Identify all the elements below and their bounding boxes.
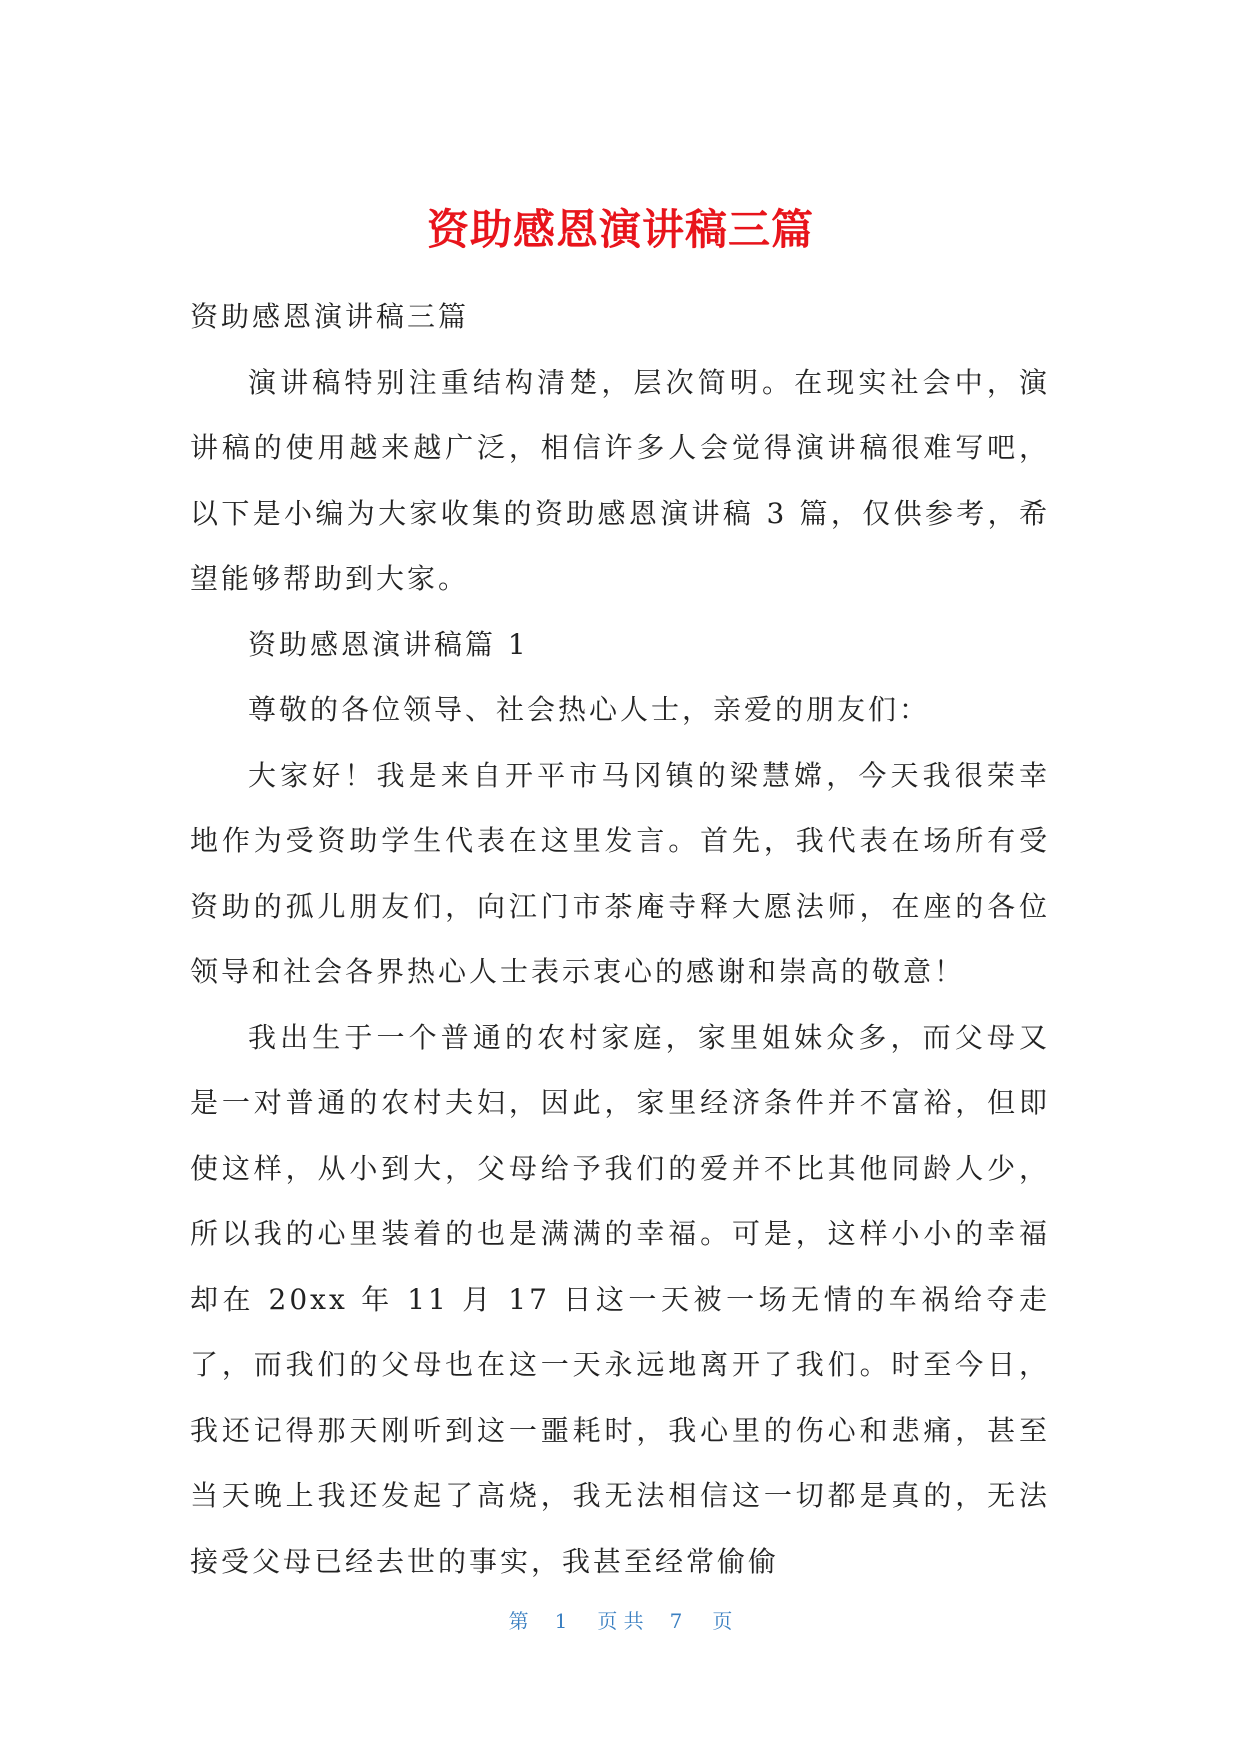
footer-prefix: 第 [508,1609,529,1633]
paragraph-intro: 演讲稿特别注重结构清楚，层次简明。在现实社会中，演讲稿的使用越来越广泛，相信许多人会觉得演讲稿很难写吧，以下是小编为大家收集的资助感恩演讲稿 3 篇，仅供参考，希望能够帮助到大家。 [190,365,1050,595]
paragraph-subtitle: 资助感恩演讲稿三篇 [190,300,470,333]
document-body [190,284,1050,1594]
document-title: 资助感恩演讲稿三篇 [426,205,814,254]
footer-current-page: 1 [554,1609,568,1633]
paragraph-story: 我出生于一个普通的农村家庭，家里姐妹众多，而父母又是一对普通的农村夫妇，因此，家里经济条件并不富裕，但即使这样，从小到大，父母给予我们的爱并不比其他同龄人少，所以我的心里装着的也是满满的幸福。可是，这样小小的幸福却在 20xx 年 11 月 17 日这一天被一场无情的车祸给夺走了，而我们的父母也在这一天永远地离开了我们。时至今日，我还记得那天刚听到这一噩耗时，我心里的伤心和悲痛，甚至当天晚上我还发起了高烧，我无法相信这一切都是真的，无法接受父母已经去世的事实，我甚至经常偷偷 [190,1020,1050,1578]
paragraph-greeting: 大家好！我是来自开平市马冈镇的梁慧嫦，今天我很荣幸地作为受资助学生代表在这里发言。首先，我代表在场所有受资助的孤儿朋友们，向江门市茶庵寺释大愿法师，在座的各位领导和社会各界热心人士表示衷心的感谢和崇高的敬意！ [190,758,1050,988]
footer-suffix: 页 [712,1609,733,1633]
page-footer [0,1606,1241,1636]
footer-middle: 页 共 [597,1609,644,1633]
paragraph-salutation: 尊敬的各位领导、社会热心人士，亲爱的朋友们： [248,693,931,726]
paragraph-section-heading: 资助感恩演讲稿篇 1 [248,627,529,661]
footer-total-pages: 7 [669,1609,683,1633]
